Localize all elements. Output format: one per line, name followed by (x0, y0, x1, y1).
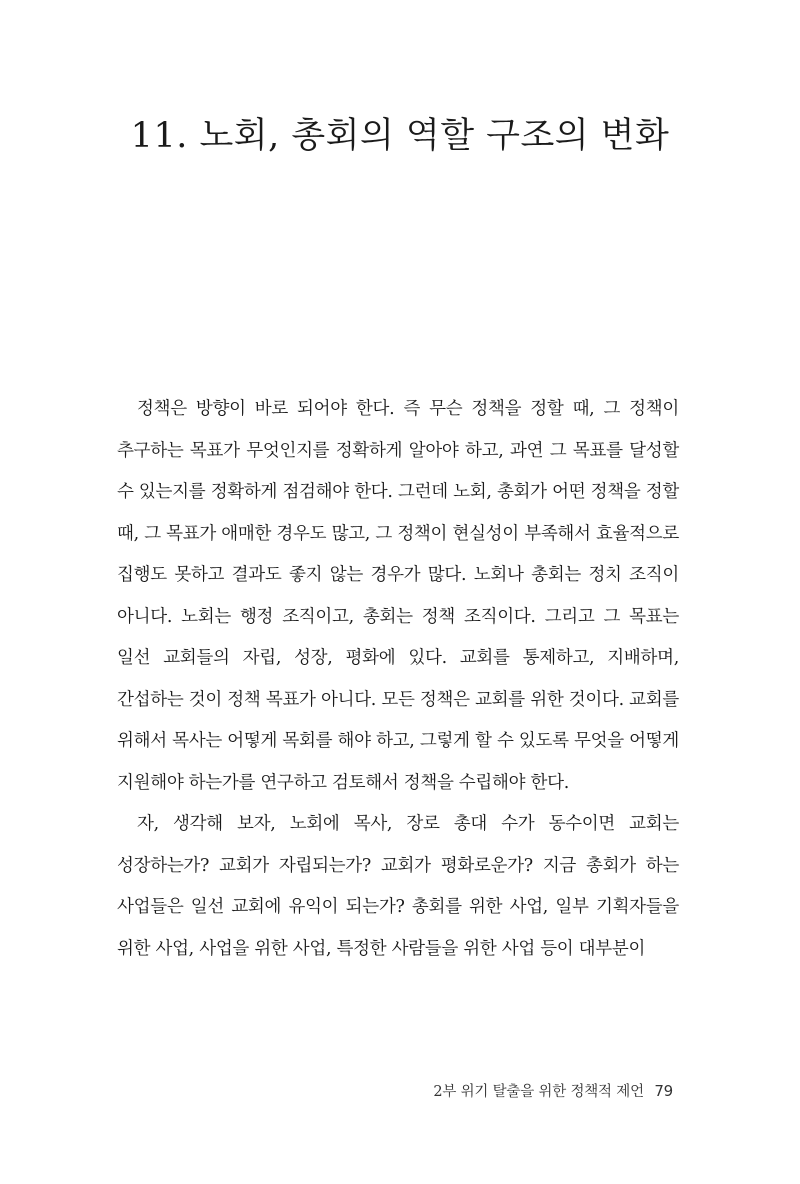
paragraph: 정책은 방향이 바로 되어야 한다. 즉 무슨 정책을 정할 때, 그 정책이 추구하는 목표가 무엇인지를 정확하게 알아야 하고, 과연 그 목표를 달성할 수 있는지를 정확하게 점검해야 한다. 그런데 노회, 총회가 어떤 정책을 정할 때, 그 목표가 애매한 경우도 많고, 그 정책이 현실성이 부족해서 효율적으로 집행도 못하고 결과도 좋지 않는 경우가 많다. 노회나 총회는 정치 조직이 아니다. 노회는 행정 조직이고, 총회는 정책 조직이다. 그리고 그 목표는 일선 교회들의 자립, 성장, 평화에 있다. 교회를 통제하고, 지배하며, 간섭하는 것이 정책 목표가 아니다. 모든 정책은 교회를 위한 것이다. 교회를 위해서 목사는 어떻게 목회를 해야 하고, 그렇게 할 수 있도록 무엇을 어떻게 지원해야 하는가를 연구하고 검토해서 정책을 수립해야 한다. (117, 399, 679, 793)
page-number: 79 (654, 1082, 673, 1100)
footer-section-title: 2부 위기 탈출을 위한 정책적 제언 (433, 1084, 644, 1100)
paragraph: 자, 생각해 보자, 노회에 목사, 장로 총대 수가 동수이면 교회는 성장하는가? 교회가 자립되는가? 교회가 평화로운가? 지금 총회가 하는 사업들은 일선 교회에 유익이 되는가? 총회를 위한 사업, 일부 기획자들을 위한 사업, 사업을 위한 사업, 특정한 사람들을 위한 사업 등이 대부분이 (117, 814, 679, 959)
chapter-title: 11. 노회, 총회의 역할 구조의 변화 (130, 116, 670, 156)
page-footer (433, 1080, 673, 1101)
body-text (117, 389, 679, 970)
